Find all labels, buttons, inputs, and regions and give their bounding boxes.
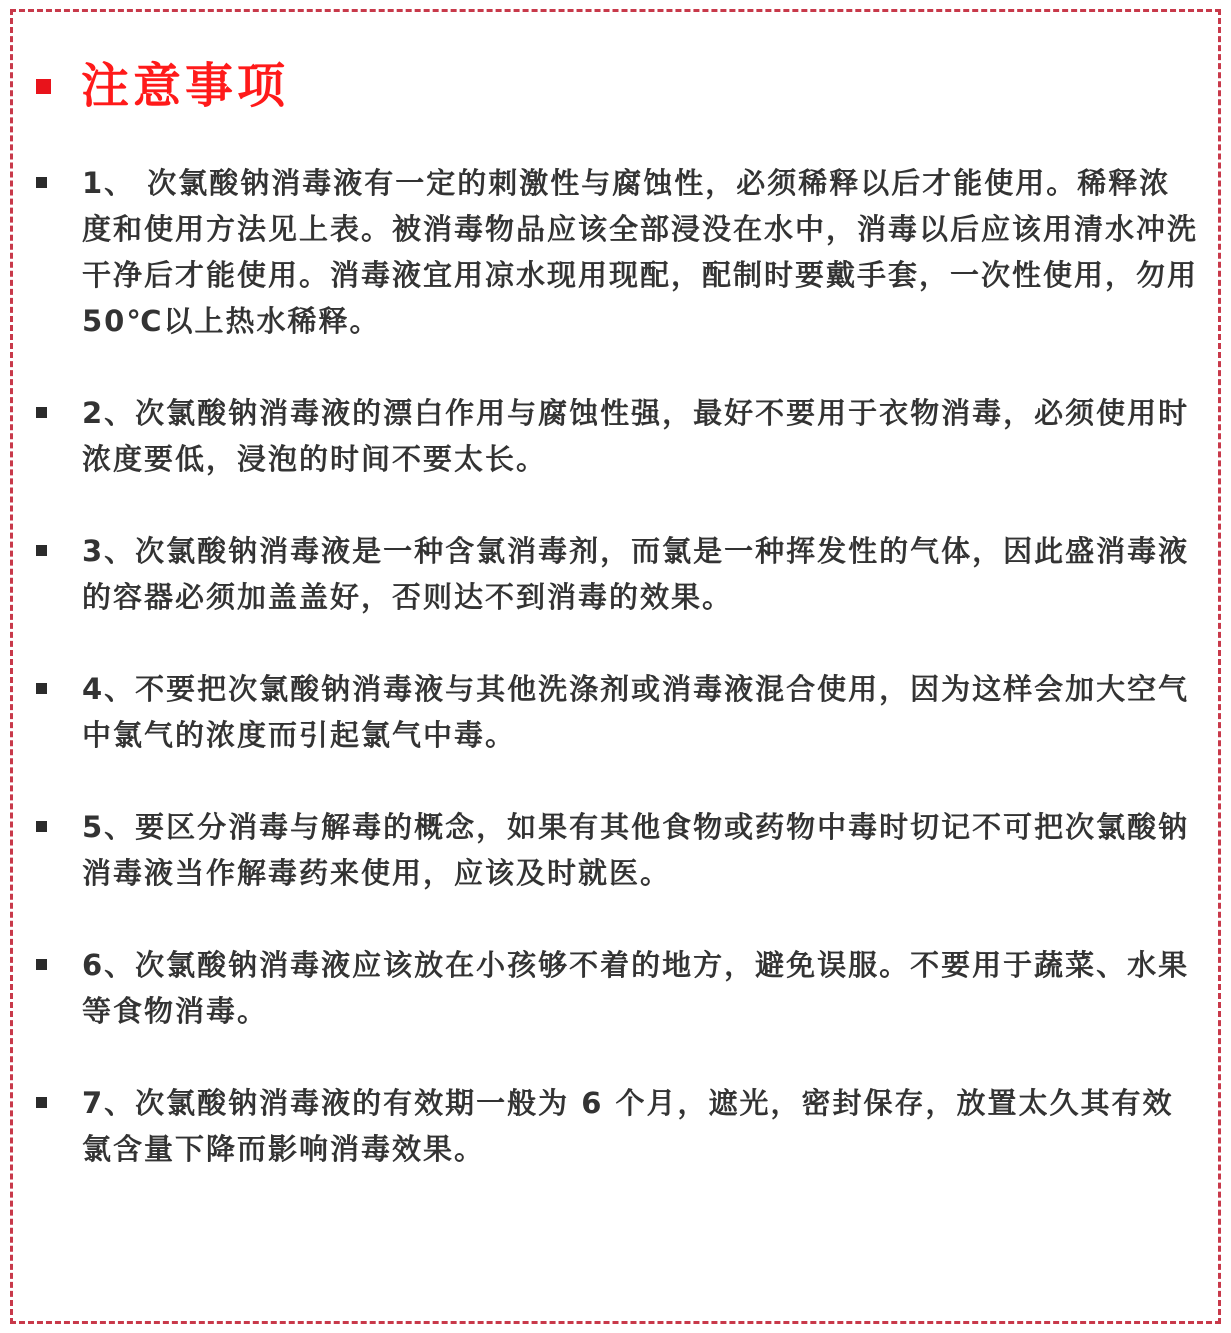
square-bullet-icon <box>36 1097 47 1108</box>
notes-list <box>36 160 1201 1218</box>
note-item-5 <box>36 804 1201 896</box>
square-bullet-icon <box>36 821 47 832</box>
square-bullet-icon <box>36 407 47 418</box>
note-text: 4、不要把次氯酸钠消毒液与其他洗涤剂或消毒液混合使用，因为这样会加大空气中氯气的浓度而引起氯气中毒。 <box>82 672 1190 752</box>
title-row <box>36 58 289 114</box>
note-text: 6、次氯酸钠消毒液应该放在小孩够不着的地方，避免误服。不要用于蔬菜、水果等食物消毒。 <box>82 948 1190 1028</box>
note-text: 5、要区分消毒与解毒的概念，如果有其他食物或药物中毒时切记不可把次氯酸钠消毒液当作解毒药来使用，应该及时就医。 <box>82 810 1190 890</box>
square-bullet-icon <box>36 959 47 970</box>
note-item-3 <box>36 528 1201 620</box>
note-item-1 <box>36 160 1201 344</box>
square-bullet-icon <box>36 545 47 556</box>
note-text: 7、次氯酸钠消毒液的有效期一般为 6 个月，遮光，密封保存，放置太久其有效氯含量下降而影响消毒效果。 <box>82 1086 1174 1166</box>
page-title: 注意事项 <box>81 58 290 114</box>
square-bullet-icon <box>36 683 47 694</box>
note-item-7 <box>36 1080 1201 1172</box>
note-item-2 <box>36 390 1201 482</box>
note-text: 3、次氯酸钠消毒液是一种含氯消毒剂，而氯是一种挥发性的气体，因此盛消毒液的容器必须加盖盖好，否则达不到消毒的效果。 <box>82 534 1190 614</box>
note-text: 2、次氯酸钠消毒液的漂白作用与腐蚀性强，最好不要用于衣物消毒，必须使用时浓度要低，浸泡的时间不要太长。 <box>82 396 1190 476</box>
title-bullet-icon <box>36 79 51 94</box>
note-item-4 <box>36 666 1201 758</box>
note-text: 1、 次氯酸钠消毒液有一定的刺激性与腐蚀性，必须稀释以后才能使用。稀释浓度和使用方法见上表。被消毒物品应该全部浸没在水中，消毒以后应该用清水冲洗干净后才能使用。消毒液宜用凉水现用现配，配制时要戴手套，一次性使用，勿用50℃以上热水稀释。 <box>82 166 1199 338</box>
square-bullet-icon <box>36 177 47 188</box>
note-item-6 <box>36 942 1201 1034</box>
